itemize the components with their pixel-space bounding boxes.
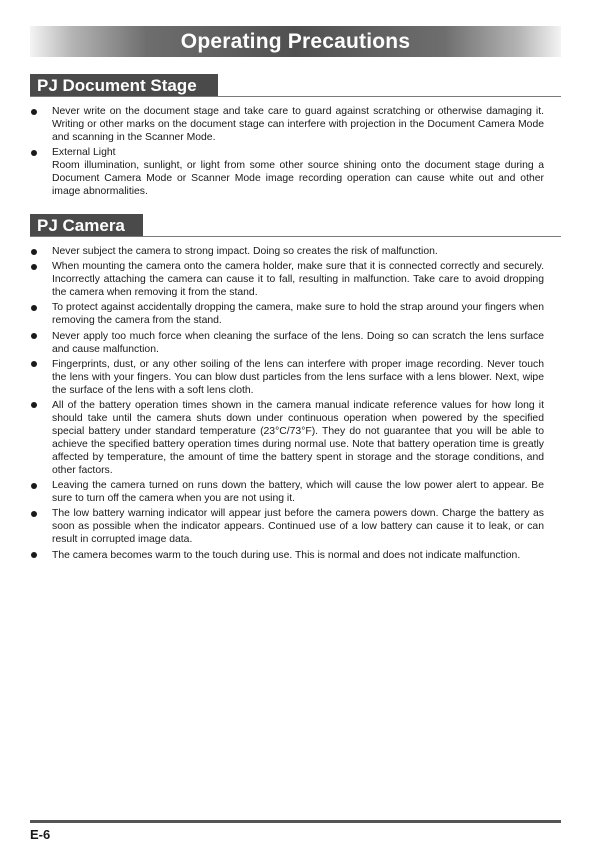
list-item (30, 507, 544, 546)
item-text: Leaving the camera turned on runs down the battery, which will cause the low power alert to appear. Be sure to turn off the camera when you are not using it. (52, 480, 544, 505)
item-text: Fingerprints, dust, or any other soiling of the lens can interfere with proper image recording. Never touch the lens with your fingers. You can blow dust particles from the lens surface with a lens blower. Next, wipe the surface of the lens with a soft lens cloth. (52, 358, 544, 396)
list-item (30, 105, 544, 144)
bullet-icon (31, 333, 37, 339)
item-text: To protect against accidentally dropping the camera, make sure to hold the strap around your fingers when removing the camera from the stand. (52, 302, 544, 327)
list-item (30, 146, 544, 198)
list-item (30, 260, 544, 299)
bullet-icon (31, 264, 37, 270)
list-item (30, 358, 544, 397)
bullet-icon (31, 305, 37, 311)
item-text: All of the battery operation times shown in the camera manual indicate reference values for how long it should take until the camera shuts down under continuous operation when powered by the specified special battery under standard temperature (23°C/73°F). They do not guarantee that you will be able to achieve the specified battery operation times during normal use. Note that battery operation time is greatly affected by temperature, the amount of time the battery spent in storage and the storage conditions, and other factors. (52, 399, 544, 476)
bullet-icon (31, 249, 37, 255)
item-text: Never apply too much force when cleaning the surface of the lens. Doing so can scratch the lens surface and cause malfunction. (52, 330, 544, 355)
list-item (30, 330, 544, 356)
item-text: External Light (52, 147, 116, 159)
section-heading-document-stage (30, 74, 218, 97)
list-item (30, 549, 544, 562)
item-text: When mounting the camera onto the camera holder, make sure that it is connected correctly and securely. Incorrectly attaching the camera can cause it to fall, resulting in malfunction. Take care to avoid dropping the camera when removing it from the stand. (52, 261, 544, 299)
bullet-icon (31, 483, 37, 489)
list-item (30, 479, 544, 505)
page-number: E-6 (30, 827, 51, 842)
camera-list (30, 245, 544, 564)
section-heading-label: PJ Camera (37, 215, 125, 235)
document-stage-list (30, 105, 544, 200)
item-text: The camera becomes warm to the touch during use. This is normal and does not indicate malfunction. (52, 549, 521, 561)
item-detail: Room illumination, sunlight, or light from some other source shining onto the document stage during a Document Camera Mode or Scanner Mode image recording operation can cause white out and other image abnormalities. (52, 160, 544, 198)
item-text: Never subject the camera to strong impact. Doing so creates the risk of malfunction. (52, 246, 438, 257)
section-divider (30, 96, 561, 97)
footer-rule (30, 820, 561, 823)
item-text: The low battery warning indicator will appear just before the camera powers down. Charge the battery as soon as possible when the indicator appears. Continued use of a low battery can cause it to leak, or can result in corrupted image data. (52, 508, 544, 546)
section-heading-camera (30, 214, 143, 237)
list-item (30, 245, 544, 258)
title-banner (30, 26, 561, 57)
bullet-icon (31, 150, 37, 156)
bullet-icon (31, 511, 37, 517)
bullet-icon (31, 552, 37, 558)
list-item (30, 399, 544, 477)
page-title: Operating Precautions (180, 29, 411, 53)
bullet-icon (31, 361, 37, 367)
section-heading-label: PJ Document Stage (37, 75, 197, 95)
list-item (30, 301, 544, 327)
bullet-icon (31, 402, 37, 408)
section-divider (30, 236, 561, 237)
item-text: Never write on the document stage and take care to guard against scratching or otherwise damaging it. Writing or other marks on the document stage can interfere with projection in the Document Camera Mode and scanning in the Scanner Mode. (52, 106, 544, 143)
bullet-icon (31, 109, 37, 115)
